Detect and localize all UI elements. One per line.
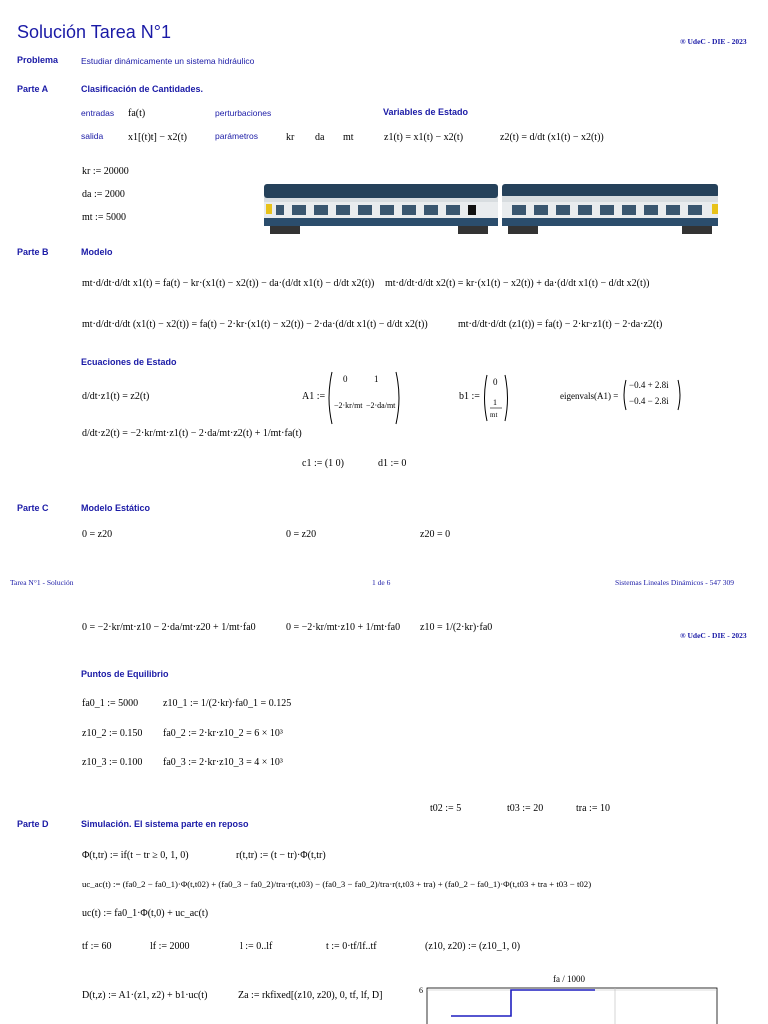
- eigenval-2: −0.4 − 2.8i: [629, 396, 669, 406]
- A1-label: A1 :=: [302, 391, 326, 402]
- model-eq-3: mt·d/dt·d/dt (x1(t) − x2(t)) = fa(t) − 2·kr·(x1(t) − x2(t)) − 2·da·(d/dt x1(t) − d/dt x2(t)): [82, 319, 428, 330]
- svg-text:1: 1: [493, 398, 497, 407]
- eigenval-1: −0.4 + 2.8i: [629, 380, 669, 390]
- param-da: da: [315, 132, 325, 143]
- problema-text: Estudiar dinámicamente un sistema hidráulico: [81, 56, 255, 66]
- salida-label: salida: [81, 131, 104, 141]
- param-kr: kr: [286, 132, 295, 143]
- model-eq-4: mt·d/dt·d/dt (z1(t)) = fa(t) − 2·kr·z1(t) − 2·da·z2(t): [458, 319, 663, 330]
- t02-assign: t02 := 5: [430, 803, 462, 814]
- salida-value: x1[(t)t] − x2(t): [128, 132, 187, 143]
- entradas-label: entradas: [81, 108, 115, 118]
- svg-text:−2·kr/mt: −2·kr/mt: [334, 401, 363, 410]
- t03-assign: t03 := 20: [507, 803, 544, 814]
- svg-text:mt: mt: [490, 411, 498, 419]
- b1-matrix: [482, 373, 510, 423]
- estado-heading: Ecuaciones de Estado: [81, 357, 177, 367]
- uc-ac-def: uc_ac(t) := (fa0_2 − fa0_1)·Φ(t,t02) + (fa0_3 − fa0_2)/tra·r(t,t03) − (fa0_3 − fa0_2)/tra·r(t,t03 + tra) + (fa0_2 − fa0_1)·Φ(t,t03 + tra + t03 − t02): [82, 879, 592, 889]
- mt-assign: mt := 5000: [82, 212, 126, 223]
- t-range: t := 0·tf/lf..tf: [326, 941, 377, 952]
- equilibrio-z10-2: z10_2 := 0.150: [82, 728, 143, 739]
- page-title: Solución Tarea N°1: [17, 22, 171, 42]
- model-eq-1: mt·d/dt·d/dt x1(t) = fa(t) − kr·(x1(t) − x2(t)) − da·(d/dt x1(t) − d/dt x2(t)): [82, 278, 375, 289]
- chart-title: fa / 1000: [553, 974, 585, 984]
- y-tick-label: 6: [419, 986, 423, 995]
- parte-c-label: Parte C: [17, 503, 49, 513]
- svg-text:0: 0: [493, 377, 498, 387]
- state-eq-2: d/dt·z2(t) = −2·kr/mt·z1(t) − 2·da/mt·z2(t) + 1/mt·fa(t): [82, 428, 302, 439]
- equilibrio-fa0-3: fa0_3 := 2·kr·z10_3 = 4 × 10³: [163, 757, 283, 768]
- static-eq-1: 0 = z20: [82, 529, 113, 540]
- kr-assign: kr := 20000: [82, 166, 129, 177]
- eigenvals-label: eigenvals(A1) =: [560, 391, 619, 401]
- r-def: r(t,tr) := (t − tr)·Φ(t,tr): [236, 850, 326, 861]
- static-eq-6: z10 = 1/(2·kr)·fa0: [420, 622, 493, 633]
- footer-left: Tarea N°1 - Solución: [10, 578, 74, 587]
- parte-c-heading: Modelo Estático: [81, 503, 151, 513]
- copyright-label-2: ® UdeC - DIE - 2023: [680, 631, 747, 640]
- uc-def: uc(t) := fa0_1·Φ(t,0) + uc_ac(t): [82, 908, 209, 919]
- parte-d-label: Parte D: [17, 819, 49, 829]
- entradas-value: fa(t): [128, 108, 146, 119]
- parte-b-heading: Modelo: [81, 247, 113, 257]
- equilibrio-fa0-2: fa0_2 := 2·kr·z10_2 = 6 × 10³: [163, 728, 283, 739]
- variables-estado-label: Variables de Estado: [383, 107, 469, 117]
- param-mt: mt: [343, 132, 354, 143]
- equilibrio-z10-1: z10_1 := 1/(2·kr)·fa0_1 = 0.125: [163, 698, 292, 709]
- A1-matrix: [326, 370, 402, 426]
- perturbaciones-label: perturbaciones: [215, 108, 272, 118]
- fa-chart: [415, 984, 725, 1024]
- static-eq-3: z20 = 0: [420, 529, 451, 540]
- series-line: [451, 990, 595, 1016]
- D-def: D(t,z) := A1·(z1, z2) + b1·uc(t): [82, 990, 208, 1001]
- l-range: l := 0..lf: [240, 941, 273, 952]
- tra-assign: tra := 10: [576, 803, 610, 814]
- parte-d-heading: Simulación. El sistema parte en reposo: [81, 819, 249, 829]
- equilibrio-fa0-1: fa0_1 := 5000: [82, 698, 139, 709]
- lf-assign: lf := 2000: [150, 941, 190, 952]
- da-assign: da := 2000: [82, 189, 125, 200]
- footer-page: 1 de 6: [372, 578, 391, 587]
- static-eq-4: 0 = −2·kr/mt·z10 − 2·da/mt·z20 + 1/mt·fa0: [82, 622, 256, 633]
- equilibrio-heading: Puntos de Equilibrio: [81, 669, 169, 679]
- z1-definition: z1(t) = x1(t) − x2(t): [384, 132, 464, 143]
- footer-right: Sistemas Lineales Dinámicos - 547 309: [615, 578, 734, 587]
- parte-a-label: Parte A: [17, 84, 49, 94]
- copyright-label: ® UdeC - DIE - 2023: [680, 37, 747, 46]
- static-eq-5: 0 = −2·kr/mt·z10 + 1/mt·fa0: [286, 622, 401, 633]
- parametros-label: parámetros: [215, 131, 258, 141]
- b1-label: b1 :=: [459, 391, 480, 402]
- phi-def: Φ(t,tr) := if(t − tr ≥ 0, 1, 0): [82, 850, 189, 861]
- parte-a-heading: Clasificación de Cantidades.: [81, 84, 204, 94]
- svg-text:−2·da/mt: −2·da/mt: [366, 401, 396, 410]
- chart-frame: [427, 988, 717, 1024]
- model-eq-2: mt·d/dt·d/dt x2(t) = kr·(x1(t) − x2(t)) + da·(d/dt x1(t) − d/dt x2(t)): [385, 278, 650, 289]
- Za-def: Za := rkfixed[(z10, z20), 0, tf, lf, D]: [238, 990, 383, 1001]
- initial-conditions: (z10, z20) := (z10_1, 0): [425, 941, 521, 952]
- svg-text:1: 1: [374, 374, 379, 384]
- d1-assign: d1 := 0: [378, 458, 407, 469]
- c1-assign: c1 := (1 0): [302, 458, 345, 469]
- parte-b-label: Parte B: [17, 247, 49, 257]
- static-eq-2: 0 = z20: [286, 529, 317, 540]
- state-eq-1: d/dt·z1(t) = z2(t): [82, 391, 150, 402]
- equilibrio-z10-3: z10_3 := 0.100: [82, 757, 143, 768]
- problema-label: Problema: [17, 55, 59, 65]
- train-image: [262, 178, 730, 240]
- z2-definition: z2(t) = d/dt (x1(t) − x2(t)): [500, 132, 604, 143]
- svg-text:0: 0: [343, 374, 348, 384]
- tf-assign: tf := 60: [82, 941, 112, 952]
